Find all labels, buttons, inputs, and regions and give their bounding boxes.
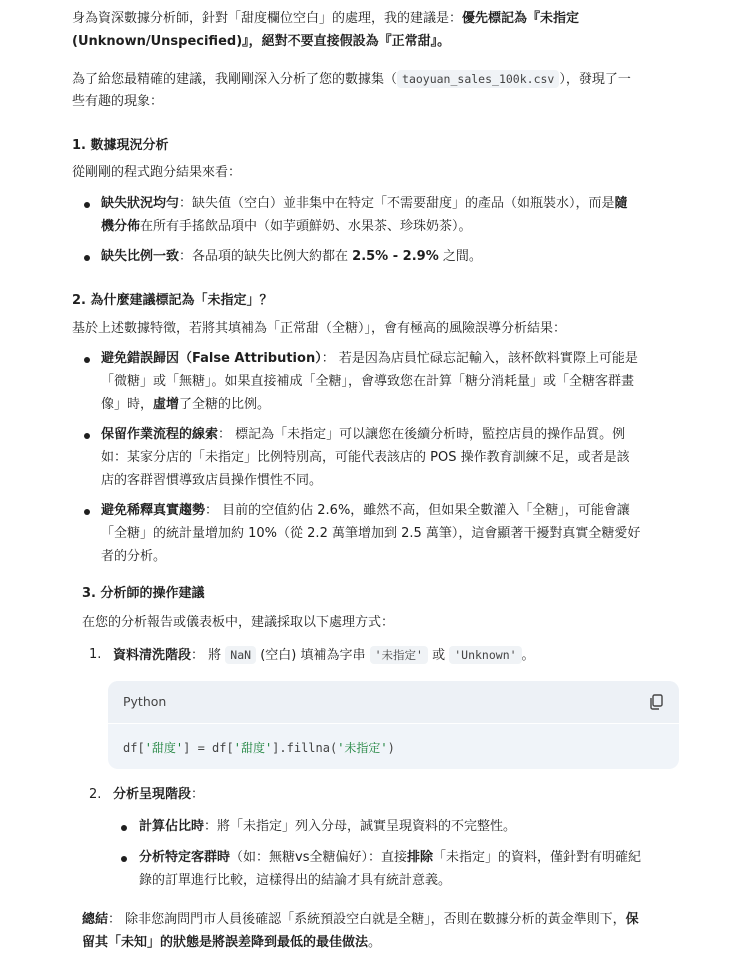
- section2-heading: 2. 為什麼建議標記為「未指定」？: [72, 293, 273, 308]
- code-string: '甜度': [144, 741, 184, 755]
- bullet-text: 像」時，: [101, 397, 154, 412]
- section1-heading: 1. 數據現況分析: [72, 138, 169, 153]
- bullet-dot: [84, 357, 90, 363]
- item-text: ： 將: [191, 648, 226, 663]
- bullet-term: 缺失比例一致: [101, 249, 180, 264]
- bullet-term: 缺失狀況均勻: [101, 196, 180, 211]
- section1-bullet1-line2: [101, 215, 681, 239]
- conclusion-line2: [82, 931, 682, 955]
- code-nan: NaN: [225, 646, 256, 664]
- bullet-dot: [84, 255, 90, 261]
- context-text: 為了給您最精確的建議，我剛剛深入分析了您的數據集（: [72, 72, 398, 87]
- section2-lead: 基於上述數據特徵，若將其填補為「正常甜（全糖）」，會有極高的風險誤導分析結果：: [72, 321, 567, 336]
- bullet-bold: 隨: [614, 196, 628, 211]
- section2-bullet2-line3: 店的客群習慣導致店員操作慣性不同。: [101, 473, 323, 488]
- intro-paragraph: [72, 7, 672, 31]
- section2-bullet3-line3: 者的分析。: [101, 549, 167, 564]
- bullet-dot: [121, 825, 127, 831]
- bullet-text: ： 標記為「未指定」可以讓您在後續分析時，監控店員的操作品質。例: [218, 427, 626, 442]
- bullet-text: ： 目前的空值約佔 2.6%，雖然不高，但如果全數灌入「全糖」，可能會讓: [205, 503, 630, 518]
- code-token: ] = df[: [183, 741, 234, 755]
- code-token: ].fillna(: [272, 741, 338, 755]
- item-term: 分析呈現階段: [113, 787, 192, 802]
- bullet-dot: [84, 509, 90, 515]
- section3-sub2-line2: 錄的訂單進行比較，這樣得出的結論才具有統計意義。: [139, 873, 452, 888]
- code-block-header: [108, 681, 679, 724]
- section1-bullet1: [101, 192, 681, 216]
- section3-heading: 3. 分析師的操作建議: [82, 586, 205, 601]
- list-number: 2.: [89, 787, 102, 802]
- bullet-text: ：各品項的缺失比例大約都在: [179, 249, 353, 264]
- bullet-bold: 機分佈: [101, 219, 141, 234]
- bullet-text-end: 之間。: [438, 249, 482, 264]
- conclusion-term: 總結: [82, 912, 109, 927]
- conclusion-bold-line2: 留其「未知」的狀態是將誤差降到最低的最佳做法: [82, 935, 369, 950]
- code-token: df[: [123, 741, 145, 755]
- bullet-text: ：缺失值（空白）並非集中在特定「不需要甜度」的產品（如瓶裝水），而是: [179, 196, 615, 211]
- bullet-text: 了全糖的比例。: [179, 397, 271, 412]
- section2-bullet1: [101, 347, 681, 371]
- code-string-unspecified: '未指定': [370, 646, 428, 664]
- bullet-text: 「未指定」的資料，僅針對有明確紀: [433, 850, 642, 865]
- code-string: '未指定': [337, 741, 388, 755]
- section3-item2: [113, 783, 673, 807]
- bullet-dot: [84, 433, 90, 439]
- copy-icon[interactable]: [649, 694, 663, 710]
- list-number: 1.: [89, 647, 102, 662]
- conclusion-text: ： 除非您詢問門市人員後確認「系統預設空白就是全糖」，否則在數據分析的黃金準則下，: [108, 912, 626, 927]
- conclusion-bold: 保: [625, 912, 639, 927]
- bullet-term: 避免錯誤歸因（False Attribution）: [101, 351, 322, 366]
- section2-bullet2: [101, 423, 681, 447]
- bullet-term: 避免稀釋真實趨勢: [101, 503, 206, 518]
- item-text: 或: [427, 648, 450, 663]
- section2-bullet1-line3: [101, 393, 681, 417]
- conclusion-end: 。: [368, 935, 382, 950]
- bullet-bold: 虛增: [153, 397, 180, 412]
- section1-bullet2: [101, 245, 681, 269]
- bullet-range: 2.5% - 2.9%: [352, 249, 439, 264]
- intro-paragraph-line2: [72, 30, 672, 54]
- section2-bullet3: [101, 499, 681, 523]
- context-line2: 些有趣的現象：: [72, 94, 164, 109]
- section3-item1: [113, 643, 673, 668]
- item-text: (空白) 填補為字串: [256, 648, 370, 663]
- bullet-text: 在所有手搖飲品項中（如芋頭鮮奶、水果茶、珍珠奶茶）。: [140, 219, 472, 234]
- bullet-text: （如：無糖vs全糖偏好）：直接: [230, 850, 407, 865]
- bullet-dot: [121, 856, 127, 862]
- intro-bold-line2: (Unknown/Unspecified)』，絕對不要直接假設為『正常甜』。: [72, 34, 451, 49]
- code-line: [123, 736, 395, 760]
- section1-lead: 從剛剛的程式跑分結果來看：: [72, 165, 242, 180]
- context-text-end: ），發現了一: [559, 72, 631, 87]
- code-string: '甜度': [233, 741, 273, 755]
- bullet-text: ：將「未指定」列入分母，誠實呈現資料的不完整性。: [204, 819, 517, 834]
- section2-bullet2-line2: 如：某家分店的「未指定」比例特別高，可能代表該店的 POS 操作教育訓練不足，或者是該: [101, 450, 630, 465]
- intro-text: 身為資深數據分析師，針對「甜度欄位空白」的處理，我的建議是：: [72, 11, 463, 26]
- code-block: [108, 681, 679, 769]
- code-language-label: Python: [123, 694, 167, 709]
- bullet-text: ： 若是因為店員忙碌忘記輸入，該杯飲料實際上可能是: [321, 351, 638, 366]
- bullet-dot: [84, 202, 90, 208]
- section3-sub2: [139, 846, 699, 870]
- conclusion-paragraph: [82, 908, 682, 932]
- section2-bullet1-line2: 「微糖」或「無糖」。如果直接補成「全糖」，會導致您在計算「糖分消耗量」或「全糖客群畫: [101, 374, 635, 389]
- context-paragraph: [72, 67, 692, 92]
- intro-bold: 優先標記為『未指定: [462, 11, 580, 26]
- dataset-filename: taoyuan_sales_100k.csv: [397, 70, 559, 88]
- bullet-term: 保留作業流程的線索: [101, 427, 219, 442]
- section3-lead: 在您的分析報告或儀表板中，建議採取以下處理方式：: [82, 615, 395, 630]
- section3-sub1: [139, 815, 679, 839]
- bullet-term: 分析特定客群時: [139, 850, 231, 865]
- code-token: ): [387, 741, 395, 755]
- item-text: ：: [191, 787, 205, 802]
- item-term: 資料清洗階段: [113, 648, 192, 663]
- section2-bullet3-line2: 「全糖」的統計量增加約 10%（從 2.2 萬筆增加到 2.5 萬筆），這會顯著干擾對真實全糖愛好: [101, 526, 641, 541]
- bullet-bold: 排除: [406, 850, 433, 865]
- bullet-term: 計算佔比時: [139, 819, 205, 834]
- item-text-end: 。: [521, 648, 535, 663]
- code-string-unknown: 'Unknown': [449, 646, 521, 664]
